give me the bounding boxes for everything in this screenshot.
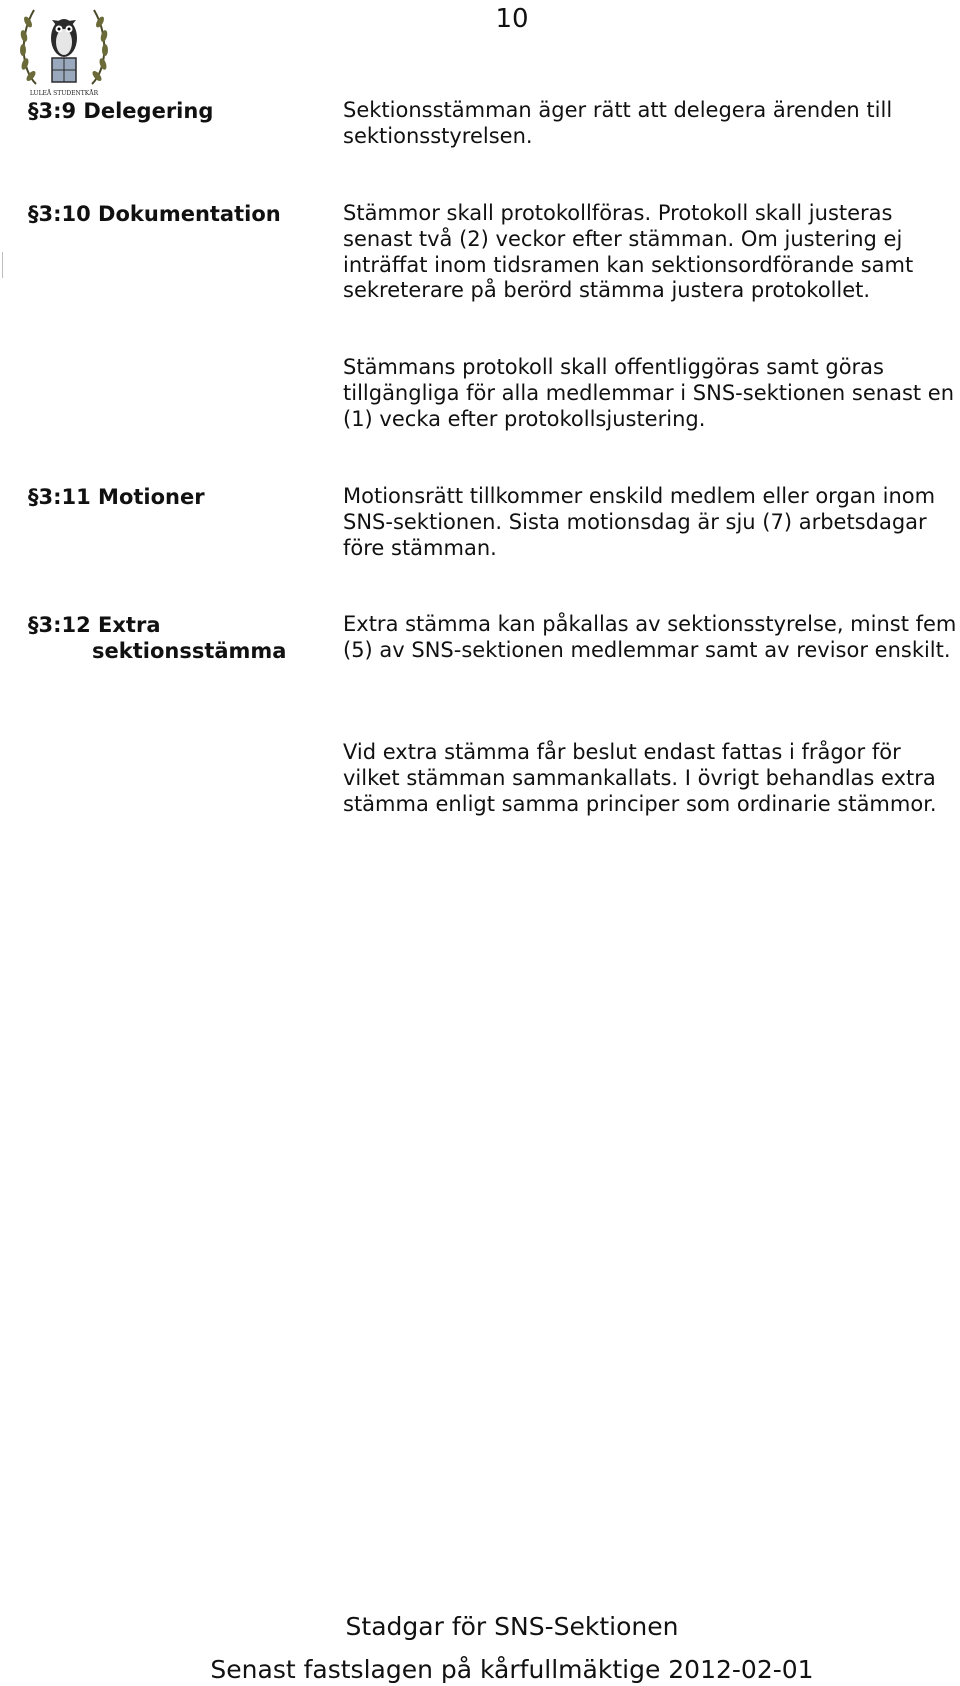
page-number: 10 <box>495 4 529 34</box>
section-paragraph: Motionsrätt tillkommer enskild medlem eller organ inom SNS-sektionen. Sista motionsdag är sju (7) arbetsdagar före stämman. <box>343 484 936 560</box>
section-title: §3:11 Motioner <box>28 485 205 509</box>
margin-change-bar <box>2 252 3 278</box>
section-paragraph: Vid extra stämma får beslut endast fattas i frågor för vilket stämman sammankallats. I övrigt behandlas extra stämma enligt samma principer som ordinarie stämmor. <box>343 740 937 816</box>
owl-wreath-emblem-icon <box>14 2 114 102</box>
section-paragraph: Stämmans protokoll skall offentliggöras samt göras tillgängliga för alla medlemmar i SNS-sektionen senast en (1) vecka efter protokollsjustering. <box>343 355 955 431</box>
section-paragraph: Sektionsstämman äger rätt att delegera ärenden till sektionsstyrelsen. <box>343 98 893 148</box>
section-title <box>28 612 328 664</box>
section-title: §3:9 Delegering <box>28 99 214 123</box>
footer-adopted-date: Senast fastslagen på kårfullmäktige 2012-02-01 <box>210 1655 814 1684</box>
section-title: §3:10 Dokumentation <box>28 202 281 226</box>
footer-title: Stadgar för SNS-Sektionen <box>345 1612 679 1641</box>
section-title-main: §3:12 Extra <box>28 613 161 637</box>
section-title-continuation: sektionsstämma <box>92 639 287 663</box>
section-paragraph: Stämmor skall protokollföras. Protokoll skall justeras senast två (2) veckor efter stämman. Om justering ej inträffat inom tidsramen kan sektionsordförande samt sekreterare på berörd stämma justera protokollet. <box>343 201 914 303</box>
svg-text:LULEÅ STUDENTKÅR: LULEÅ STUDENTKÅR <box>29 90 99 97</box>
section-paragraph: Extra stämma kan påkallas av sektionsstyrelse, minst fem (5) av SNS-sektionen medlemmar samt av revisor enskilt. <box>343 612 957 662</box>
student-union-logo <box>14 2 114 102</box>
